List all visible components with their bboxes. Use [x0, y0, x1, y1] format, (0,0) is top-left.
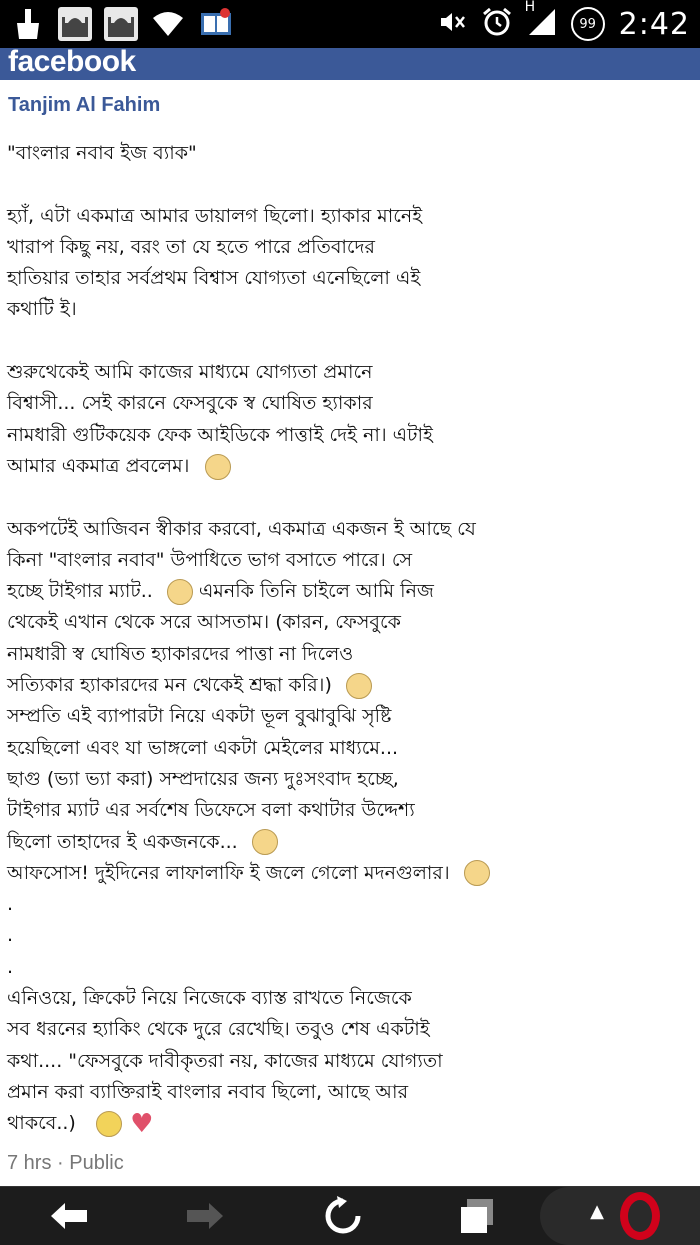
heart-emoji-icon: ♥ — [130, 1108, 154, 1139]
post-line-text: আফসোস! দুইদিনের লাফালাফি ই জলে গেলো মদনগুলার। — [7, 861, 450, 884]
mosque-icon — [104, 7, 138, 41]
post-line: হয়েছিলো এবং যা ভাঙ্গলো একটা মেইলের মাধ্যমে... — [7, 736, 399, 759]
opera-logo-icon — [620, 1192, 660, 1240]
reload-icon[interactable] — [318, 1195, 368, 1237]
mosque-icon — [58, 7, 92, 41]
facebook-header — [0, 45, 700, 80]
post-line-text: ছিলো তাহাদের ই একজনকে... — [7, 830, 238, 853]
post-line: হ্যাঁ, এটা একমাত্র আমার ডায়ালগ ছিলো। হ্যাকার মানেই — [7, 204, 423, 227]
post-line: এনিওয়ে, ক্রিকেট নিয়ে নিজেকে ব্যাস্ত রাখতে নিজেকে — [7, 987, 412, 1010]
post-line: "বাংলার নবাব ইজ ব্যাক" — [7, 142, 197, 164]
post-line: শুরুথেকেই আমি কাজের মাধ্যমে যোগ্যতা প্রমানে — [7, 361, 373, 384]
post-line: নামধারী গুটিকয়েক ফেক আইডিকে পাত্তাই দেই না। এটাই — [7, 423, 433, 446]
tongue-emoji-icon — [252, 829, 278, 855]
network-type-label: H — [524, 0, 536, 15]
facebook-logo[interactable]: facebook — [8, 45, 136, 78]
post-line-text: থাকবে..) — [7, 1112, 76, 1135]
browser-nav-bar — [0, 1186, 700, 1245]
post-line: প্রমান করা ব্যাক্তিরাই বাংলার নবাব ছিলো, আছে আর — [7, 1080, 409, 1103]
smile-emoji-icon — [205, 454, 231, 480]
status-bar — [0, 0, 700, 48]
forward-arrow-icon[interactable] — [180, 1195, 230, 1237]
post-line — [7, 326, 659, 357]
post-line: সম্প্রতি এই ব্যাপারটা নিয়ে একটা ভূল বুঝাবুঝি সৃষ্টি — [7, 705, 392, 728]
opera-menu-button[interactable] — [540, 1187, 700, 1245]
post-line: অকপটেই আজিবন স্বীকার করবো, একমাত্র একজন ই আছে যে — [7, 517, 476, 540]
post-line-text: এমনকি তিনি চাইলে আমি নিজ — [198, 580, 434, 603]
post-line: হাতিয়ার তাহার সর্বপ্রথম বিশ্বাস যোগ্যতা এনেছিলো এই — [7, 267, 421, 290]
post-line: সব ধরনের হ্যাকিং থেকে দুরে রেখেছি। তবুও শেষ একটাই — [7, 1018, 430, 1041]
post-body — [7, 138, 659, 1140]
notification-badge: 99 — [571, 7, 605, 41]
mute-icon — [439, 11, 467, 38]
post-line — [7, 169, 659, 200]
meta-separator: · — [57, 1152, 64, 1174]
post-line — [7, 482, 659, 513]
smile-emoji-icon — [346, 673, 372, 699]
sunglasses-emoji-icon — [96, 1111, 122, 1137]
tabs-icon[interactable] — [452, 1195, 502, 1237]
alarm-icon — [481, 6, 513, 43]
post-line — [7, 576, 659, 607]
post-line-text: আমার একমাত্র প্রবলেম। — [7, 454, 190, 477]
post-line: বিশ্বাসী... সেই কারনে ফেসবুকে স্ব ঘোষিত হ্যাকার — [7, 392, 373, 415]
post-line: . — [7, 955, 14, 978]
post-line — [7, 858, 659, 889]
signal-icon — [524, 0, 557, 42]
smile-emoji-icon — [167, 579, 193, 605]
post-line: থেকেই এখান থেকে সরে আসতাম। (কারন, ফেসবুকে — [7, 611, 401, 634]
post-line: কিনা "বাংলার নবাব" উপাধিতে ভাগ বসাতে পারে। সে — [7, 548, 413, 571]
book-app-icon — [198, 6, 234, 42]
post-meta — [7, 1152, 124, 1175]
post-line: . — [7, 893, 14, 916]
post-line — [7, 451, 659, 482]
post-line: কথা.... "ফেসবুকে দাবীকৃতরা নয়, কাজের মাধ্যমে যোগ্যতা — [7, 1049, 443, 1072]
post-line: ছাগু (ভ্যা ভ্যা করা) সম্প্রদায়ের জন্য দুঃসংবাদ হচ্ছে, — [7, 767, 399, 790]
post-line: টাইগার ম্যাট এর সর্বশেষ ডিফেসে বলা কথাটার উদ্দেশ্য — [7, 799, 415, 822]
wifi-icon — [150, 6, 186, 42]
clock: 2:42 — [618, 6, 690, 42]
back-arrow-icon[interactable] — [44, 1195, 94, 1237]
post-line — [7, 827, 659, 858]
post-line-text: হচ্ছে টাইগার ম্যাট.. — [7, 580, 153, 603]
post-time[interactable]: 7 hrs — [7, 1152, 52, 1174]
post-author[interactable]: Tanjim Al Fahim — [8, 94, 161, 116]
post-line-text: সত্যিকার হ্যাকারদের মন থেকেই শ্রদ্ধা করি।) — [7, 674, 332, 697]
post-line: . — [7, 924, 14, 947]
post-line: কথাটি ই। — [7, 298, 77, 321]
post-line — [7, 670, 659, 701]
wink-emoji-icon — [464, 860, 490, 886]
broom-icon — [10, 6, 46, 42]
post-line: খারাপ কিছু নয়, বরং তা যে হতে পারে প্রতিবাদের — [7, 235, 375, 258]
chevron-up-icon: ▲ — [590, 1201, 604, 1222]
post-line — [7, 1108, 659, 1139]
post-privacy: Public — [69, 1152, 124, 1174]
post-line: নামধারী স্ব ঘোষিত হ্যাকারদের পাত্তা না দিলেও — [7, 642, 354, 665]
